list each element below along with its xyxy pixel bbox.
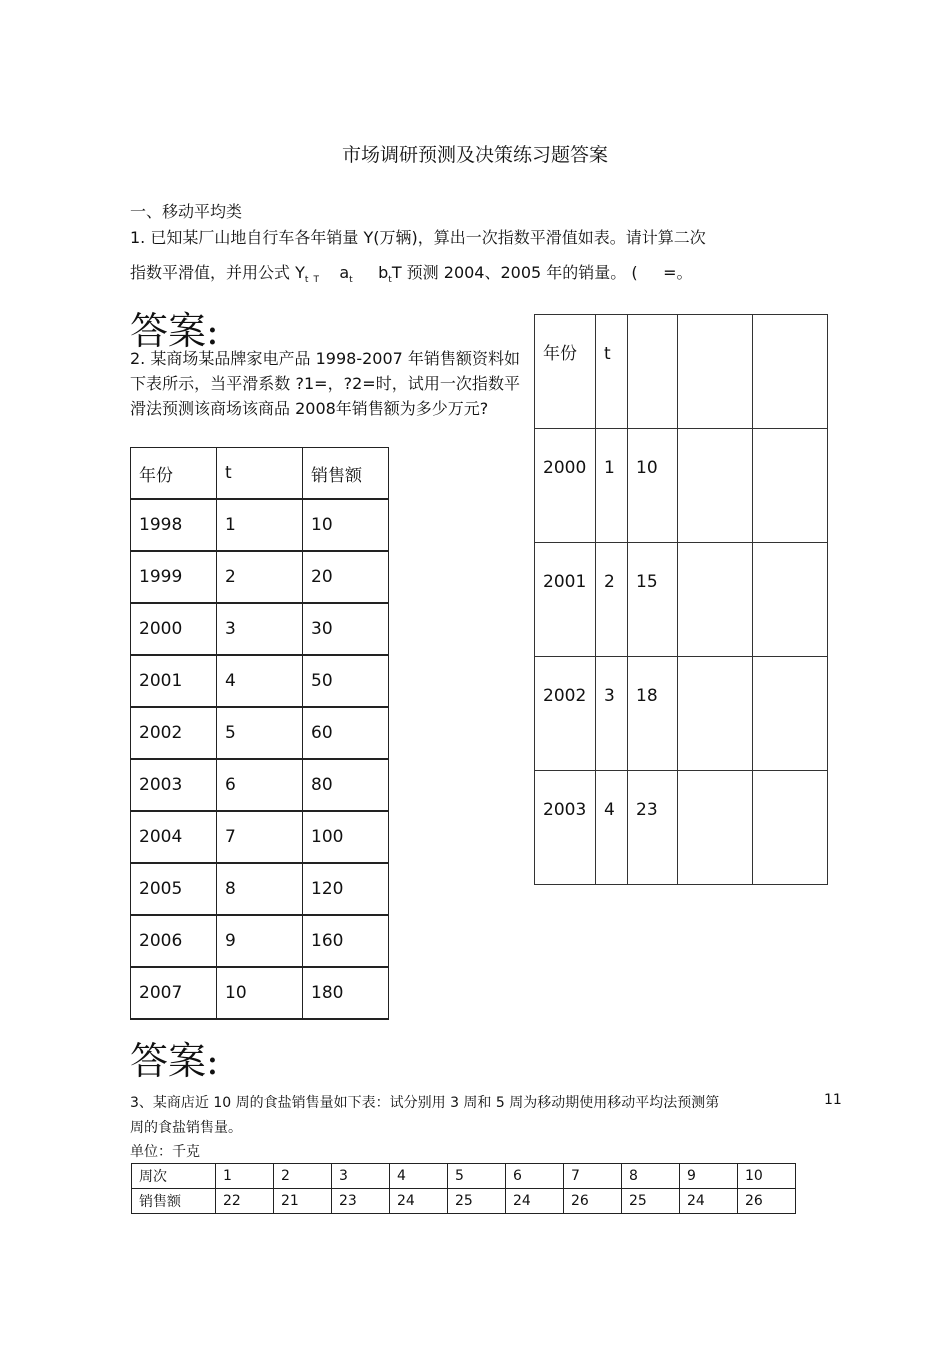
cell: 7 bbox=[564, 1164, 622, 1189]
cell: 3 bbox=[332, 1164, 390, 1189]
cell-empty bbox=[753, 657, 828, 771]
table-row bbox=[535, 657, 828, 771]
cell-t: 1 bbox=[596, 429, 628, 543]
table-row bbox=[535, 315, 828, 429]
cell: 180 bbox=[303, 967, 389, 1019]
cell: 6 bbox=[217, 759, 303, 811]
cell: 24 bbox=[390, 1189, 448, 1214]
cell: 1 bbox=[217, 499, 303, 551]
cell: 1999 bbox=[131, 551, 217, 603]
page-title: 市场调研预测及决策练习题答案 bbox=[341, 144, 608, 166]
cell: 100 bbox=[303, 811, 389, 863]
q1-sub-T: T bbox=[313, 275, 319, 286]
table-row bbox=[131, 499, 389, 551]
cell: 1 bbox=[216, 1164, 274, 1189]
cell-t: 4 bbox=[596, 771, 628, 885]
table-row bbox=[535, 771, 828, 885]
question-3-line-1-end: 11 bbox=[824, 1092, 842, 1108]
unit-label: 单位：千克 bbox=[130, 1144, 200, 1160]
cell: 2004 bbox=[131, 811, 217, 863]
cell: 60 bbox=[303, 707, 389, 759]
cell: 25 bbox=[448, 1189, 506, 1214]
cell: 销售额 bbox=[132, 1189, 216, 1214]
q1-text-b: T 预测 2004、2005 年的销量。 ( bbox=[391, 263, 638, 282]
cell-value: 23 bbox=[628, 771, 678, 885]
q1-sub-a: t bbox=[349, 275, 353, 286]
cell: 2003 bbox=[131, 759, 217, 811]
cell-empty bbox=[678, 771, 753, 885]
q1-a: a bbox=[339, 263, 350, 282]
cell-empty bbox=[753, 543, 828, 657]
question-3-line-2: 周的食盐销售量。 bbox=[130, 1120, 242, 1136]
header-cell: t bbox=[217, 448, 303, 500]
cell: 160 bbox=[303, 915, 389, 967]
cell: 24 bbox=[680, 1189, 738, 1214]
header-empty bbox=[628, 315, 678, 429]
cell-empty bbox=[753, 429, 828, 543]
cell: 2000 bbox=[131, 603, 217, 655]
cell: 24 bbox=[506, 1189, 564, 1214]
question-1-line-1: 1. 已知某厂山地自行车各年销量 Y(万辆)，算出一次指数平滑值如表。请计算二次 bbox=[130, 228, 706, 247]
cell: 10 bbox=[738, 1164, 796, 1189]
cell-year: 2003 bbox=[535, 771, 596, 885]
cell: 20 bbox=[303, 551, 389, 603]
cell: 23 bbox=[332, 1189, 390, 1214]
cell-year: 2000 bbox=[535, 429, 596, 543]
cell: 3 bbox=[217, 603, 303, 655]
q1-sub-b: t bbox=[388, 275, 392, 286]
cell-year: 2001 bbox=[535, 543, 596, 657]
cell-year: 2002 bbox=[535, 657, 596, 771]
cell: 8 bbox=[217, 863, 303, 915]
sales-table bbox=[130, 447, 389, 1020]
cell: 周次 bbox=[132, 1164, 216, 1189]
header-year: 年份 bbox=[535, 315, 596, 429]
cell: 4 bbox=[390, 1164, 448, 1189]
cell: 9 bbox=[217, 915, 303, 967]
cell: 2005 bbox=[131, 863, 217, 915]
cell: 7 bbox=[217, 811, 303, 863]
table-row bbox=[131, 655, 389, 707]
cell: 5 bbox=[448, 1164, 506, 1189]
table-header-row bbox=[131, 448, 389, 500]
table-row bbox=[131, 967, 389, 1019]
cell: 50 bbox=[303, 655, 389, 707]
cell: 2001 bbox=[131, 655, 217, 707]
header-cell: 销售额 bbox=[303, 448, 389, 500]
cell: 21 bbox=[274, 1189, 332, 1214]
header-empty bbox=[753, 315, 828, 429]
cell: 10 bbox=[303, 499, 389, 551]
q1-sub-t: t bbox=[304, 275, 309, 286]
table-row bbox=[131, 915, 389, 967]
cell: 26 bbox=[564, 1189, 622, 1214]
answer-label-2: 答案: bbox=[130, 1039, 219, 1083]
cell-t: 3 bbox=[596, 657, 628, 771]
cell: 26 bbox=[738, 1189, 796, 1214]
table-row bbox=[535, 543, 828, 657]
cell-t: 2 bbox=[596, 543, 628, 657]
cell-value: 10 bbox=[628, 429, 678, 543]
cell: 2 bbox=[217, 551, 303, 603]
header-cell: 年份 bbox=[131, 448, 217, 500]
question-2-text: 2. 某商场某品牌家电产品 1998-2007 年销售额资料如下表所示，当平滑系数 ?1=，?2=时，试用一次指数平滑法预测该商场该商品 2008年销售额为多少万元? bbox=[130, 349, 520, 418]
cell: 2007 bbox=[131, 967, 217, 1019]
cell: 6 bbox=[506, 1164, 564, 1189]
cell: 9 bbox=[680, 1164, 738, 1189]
cell: 2006 bbox=[131, 915, 217, 967]
cell: 8 bbox=[622, 1164, 680, 1189]
table-row bbox=[131, 863, 389, 915]
cell-empty bbox=[678, 429, 753, 543]
cell: 80 bbox=[303, 759, 389, 811]
table-row bbox=[132, 1164, 796, 1189]
salt-sales-table bbox=[131, 1163, 796, 1214]
smoothing-table bbox=[534, 314, 828, 885]
table-row bbox=[535, 429, 828, 543]
cell: 10 bbox=[217, 967, 303, 1019]
cell: 5 bbox=[217, 707, 303, 759]
table-row bbox=[131, 603, 389, 655]
question-1-line-2 bbox=[130, 260, 692, 285]
cell-empty bbox=[678, 543, 753, 657]
cell-value: 18 bbox=[628, 657, 678, 771]
cell-empty bbox=[678, 657, 753, 771]
answer-label-1: 答案: bbox=[130, 309, 219, 353]
table-row bbox=[131, 707, 389, 759]
q1-b: b bbox=[378, 263, 389, 282]
table-row bbox=[131, 759, 389, 811]
cell: 30 bbox=[303, 603, 389, 655]
cell: 2 bbox=[274, 1164, 332, 1189]
q1-text-a: 指数平滑值，并用公式 Y bbox=[130, 263, 305, 282]
cell-value: 15 bbox=[628, 543, 678, 657]
cell: 120 bbox=[303, 863, 389, 915]
cell: 1998 bbox=[131, 499, 217, 551]
table-row bbox=[131, 551, 389, 603]
table-row bbox=[131, 811, 389, 863]
header-t: t bbox=[596, 315, 628, 429]
section-heading: 一、移动平均类 bbox=[130, 202, 243, 221]
question-3-line-1: 3、某商店近 10 周的食盐销售量如下表：试分别用 3 周和 5 周为移动期使用移动平均法预测第 bbox=[130, 1095, 720, 1111]
q1-text-c: =。 bbox=[663, 263, 693, 282]
cell: 25 bbox=[622, 1189, 680, 1214]
cell: 2002 bbox=[131, 707, 217, 759]
table-row bbox=[132, 1189, 796, 1214]
cell-empty bbox=[753, 771, 828, 885]
cell: 22 bbox=[216, 1189, 274, 1214]
cell: 4 bbox=[217, 655, 303, 707]
header-empty bbox=[678, 315, 753, 429]
